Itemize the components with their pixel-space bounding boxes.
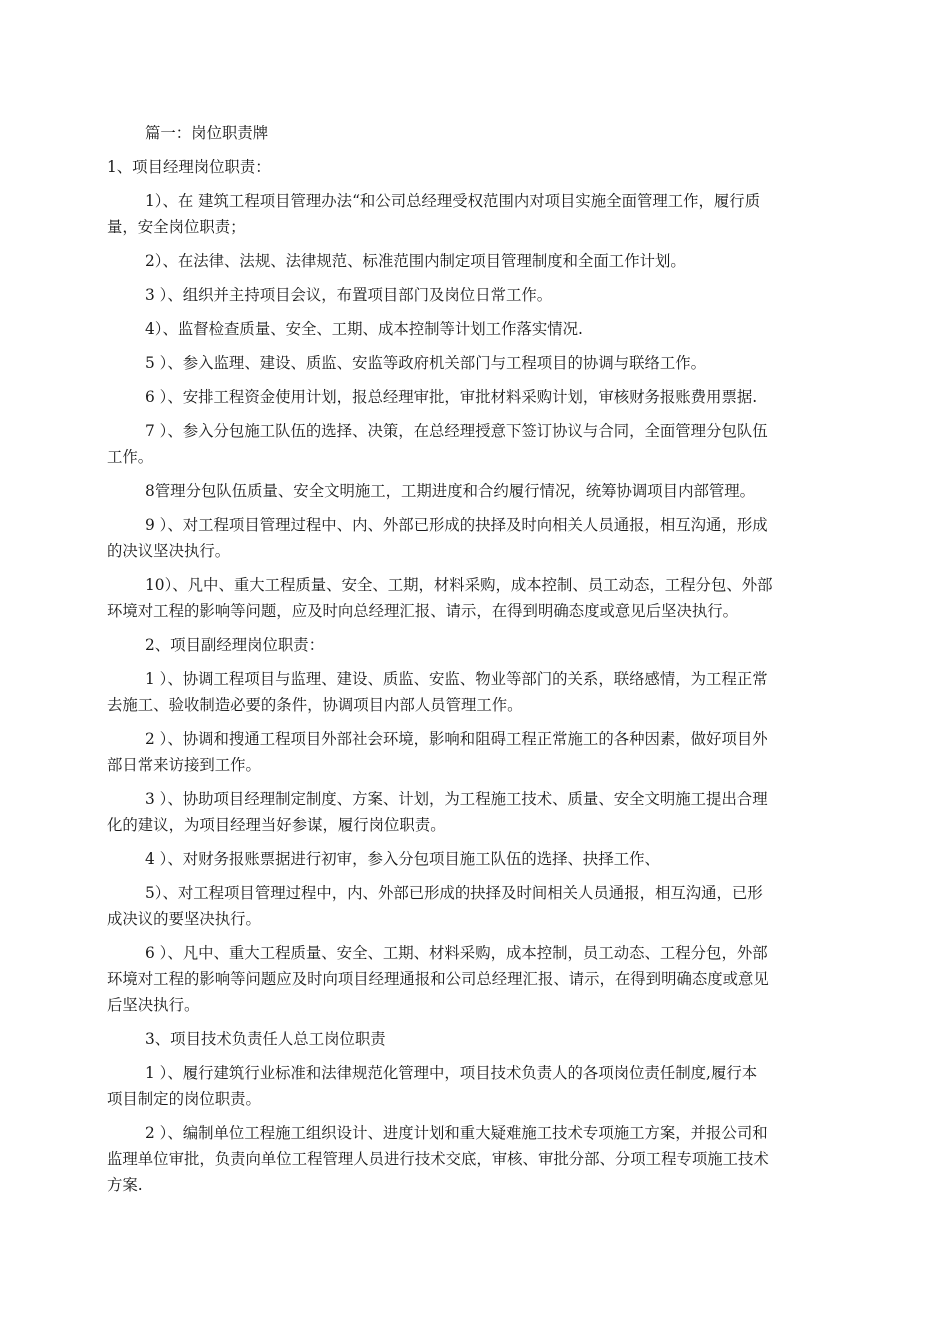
paragraph-line: 去施工、验收制造必要的条件，协调项目内部人员管理工作。 [107,696,523,714]
document-page [107,120,849,1206]
paragraph-line: 3 ）、协助项目经理制定制度、方案、计划，为工程施工技术、质量、安全文明施工提出合理 [145,790,768,808]
paragraph-line: 后坚决执行。 [107,996,200,1014]
paragraph-line: 8管理分包队伍质量、安全文明施工，工期进度和合约履行情况，统筹协调项目内部管理。 [145,482,756,500]
paragraph-line: 10）、凡中、重大工程质量、安全、工期，材料采购，成本控制、员工动态，工程分包、外部 [145,576,773,594]
paragraph [107,940,849,1018]
paragraph [107,316,849,342]
paragraph-line: 部日常来访接到工作。 [107,756,261,774]
paragraph [107,572,849,624]
paragraph [107,248,849,274]
paragraph [107,188,849,240]
paragraph [107,512,849,564]
paragraph [107,846,849,872]
paragraph-line: 2 ）、编制单位工程施工组织设计、进度计划和重大疑难施工技术专项施工方案，并报公司和 [145,1124,768,1142]
paragraph-line: 3 ）、组织并主持项目会议，布置项目部门及岗位日常工作。 [145,286,553,304]
paragraph [107,418,849,470]
paragraph-line: 工作。 [107,448,154,466]
document-body [107,154,849,1198]
paragraph [107,350,849,376]
paragraph-line: 9 ）、对工程项目管理过程中、内、外部已形成的抉择及时向相关人员通报，相互沟通，形成 [145,516,768,534]
paragraph-line: 2、项目副经理岗位职责： [145,636,325,654]
paragraph-line: 环境对工程的影响等问题，应及时向总经理汇报、请示，在得到明确态度或意见后坚决执行。 [107,602,739,620]
paragraph-line: 1、项目经理岗位职责： [107,158,271,176]
paragraph-line: 5 ）、参入监理、建设、质监、安监等政府机关部门与工程项目的协调与联络工作。 [145,354,707,372]
paragraph [107,726,849,778]
paragraph-line: 5）、对工程项目管理过程中，内、外部已形成的抉择及时间相关人员通报，相互沟通，已形 [145,884,763,902]
paragraph [107,880,849,932]
paragraph-line: 3、项目技术负责任人总工岗位职责 [145,1030,386,1048]
paragraph [107,1026,849,1052]
paragraph-line: 7 ）、参入分包施工队伍的选择、决策，在总经理授意下签订协议与合同，全面管理分包队伍 [145,422,768,440]
paragraph [107,632,849,658]
paragraph-line: 6 ）、凡中、重大工程质量、安全、工期、材料采购，成本控制，员工动态、工程分包，外部 [145,944,768,962]
paragraph-line: 量，安全岗位职责； [107,218,246,236]
paragraph-line: 方案. [107,1176,143,1194]
paragraph-line: 1 ）、协调工程项目与监理、建设、质监、安监、物业等部门的关系，联络感情，为工程正常 [145,670,768,688]
paragraph-line: 监理单位审批，负责向单位工程管理人员进行技术交底，审核、审批分部、分项工程专项施工技术 [107,1150,769,1168]
paragraph [107,282,849,308]
document-title: 篇一：岗位职责牌 [145,124,269,142]
paragraph-line: 项目制定的岗位职责。 [107,1090,261,1108]
paragraph-line: 的决议坚决执行。 [107,542,231,560]
paragraph [107,666,849,718]
paragraph [107,478,849,504]
paragraph [107,384,849,410]
paragraph-line: 2 ）、协调和搜通工程项目外部社会环境，影响和阻碍工程正常施工的各种因素，做好项目外 [145,730,768,748]
paragraph-line: 4 ）、对财务报账票据进行初审，参入分包项目施工队伍的选择、抉择工作、 [145,850,660,868]
paragraph [107,1120,849,1198]
paragraph [107,154,849,180]
paragraph-line: 4）、监督检查质量、安全、工期、成本控制等计划工作落实情况. [145,320,583,338]
paragraph-line: 成决议的要坚决执行。 [107,910,261,928]
paragraph [107,1060,849,1112]
paragraph-line: 2）、在法律、法规、法律规范、标准范围内制定项目管理制度和全面工作计划。 [145,252,686,270]
paragraph-line: 化的建议，为项目经理当好参谋，履行岗位职责。 [107,816,446,834]
paragraph-line: 环境对工程的影响等问题应及时向项目经理通报和公司总经理汇报、请示，在得到明确态度或意见 [107,970,769,988]
paragraph-line: 6 ）、安排工程资金使用计划，报总经理审批，审批材料采购计划，审核财务报账费用票据. [145,388,758,406]
paragraph-line: 1 ）、履行建筑行业标准和法律规范化管理中，项目技术负责人的各项岗位责任制度,履行本 [145,1064,758,1082]
paragraph [107,786,849,838]
paragraph-line: 1）、在 建筑工程项目管理办法“和公司总经理受权范围内对项目实施全面管理工作，履行质 [145,192,761,210]
